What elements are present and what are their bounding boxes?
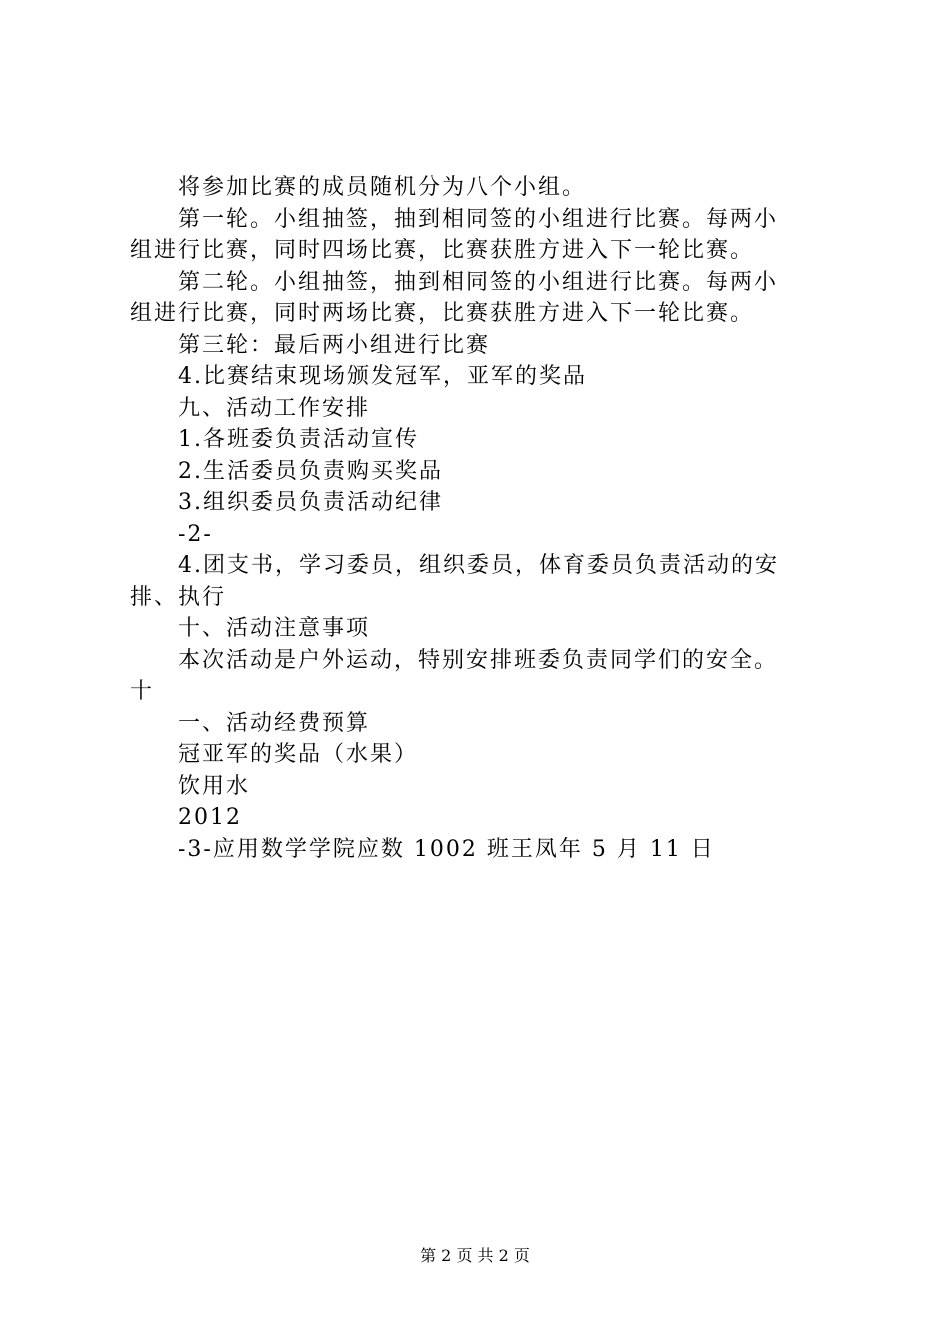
text-line: 2.生活委员负责购买奖品 — [178, 458, 443, 484]
text-line: 排、执行 — [130, 584, 227, 610]
text-line: 一、活动经费预算 — [178, 710, 371, 736]
document-body — [130, 172, 830, 865]
text-line: -3-应用数学学院应数 1002 班王凤年 5 月 11 日 — [178, 836, 715, 862]
text-line: 4.团支书，学习委员，组织委员，体育委员负责活动的安 — [178, 553, 779, 578]
text-line: 组进行比赛，同时四场比赛，比赛获胜方进入下一轮比赛。 — [130, 238, 755, 263]
text-line: 冠亚军的奖品（水果） — [178, 742, 419, 767]
text-line: 本次活动是户外运动，特别安排班委负责同学们的安全。 — [178, 647, 779, 673]
text-line: 3.组织委员负责活动纪律 — [178, 490, 443, 515]
text-line: 饮用水 — [178, 773, 251, 799]
text-line: -2- — [178, 521, 213, 547]
text-line: 第一轮。小组抽签，抽到相同签的小组进行比赛。每两小 — [178, 206, 779, 232]
text-line: 将参加比赛的成员随机分为八个小组。 — [178, 175, 587, 200]
text-line: 组进行比赛，同时两场比赛，比赛获胜方进入下一轮比赛。 — [130, 301, 755, 326]
text-line: 十 — [130, 679, 155, 704]
text-line: 第二轮。小组抽签，抽到相同签的小组进行比赛。每两小 — [178, 269, 779, 295]
text-line: 十、活动注意事项 — [178, 616, 371, 641]
text-line: 4.比赛结束现场颁发冠军，亚军的奖品 — [178, 364, 587, 389]
text-line: 2012 — [178, 805, 242, 830]
page-footer: 第 2 页 共 2 页 — [420, 1246, 530, 1265]
text-line: 九、活动工作安排 — [178, 395, 371, 421]
text-line: 1.各班委负责活动宣传 — [178, 427, 419, 452]
text-line: 第三轮：最后两小组进行比赛 — [178, 332, 491, 358]
